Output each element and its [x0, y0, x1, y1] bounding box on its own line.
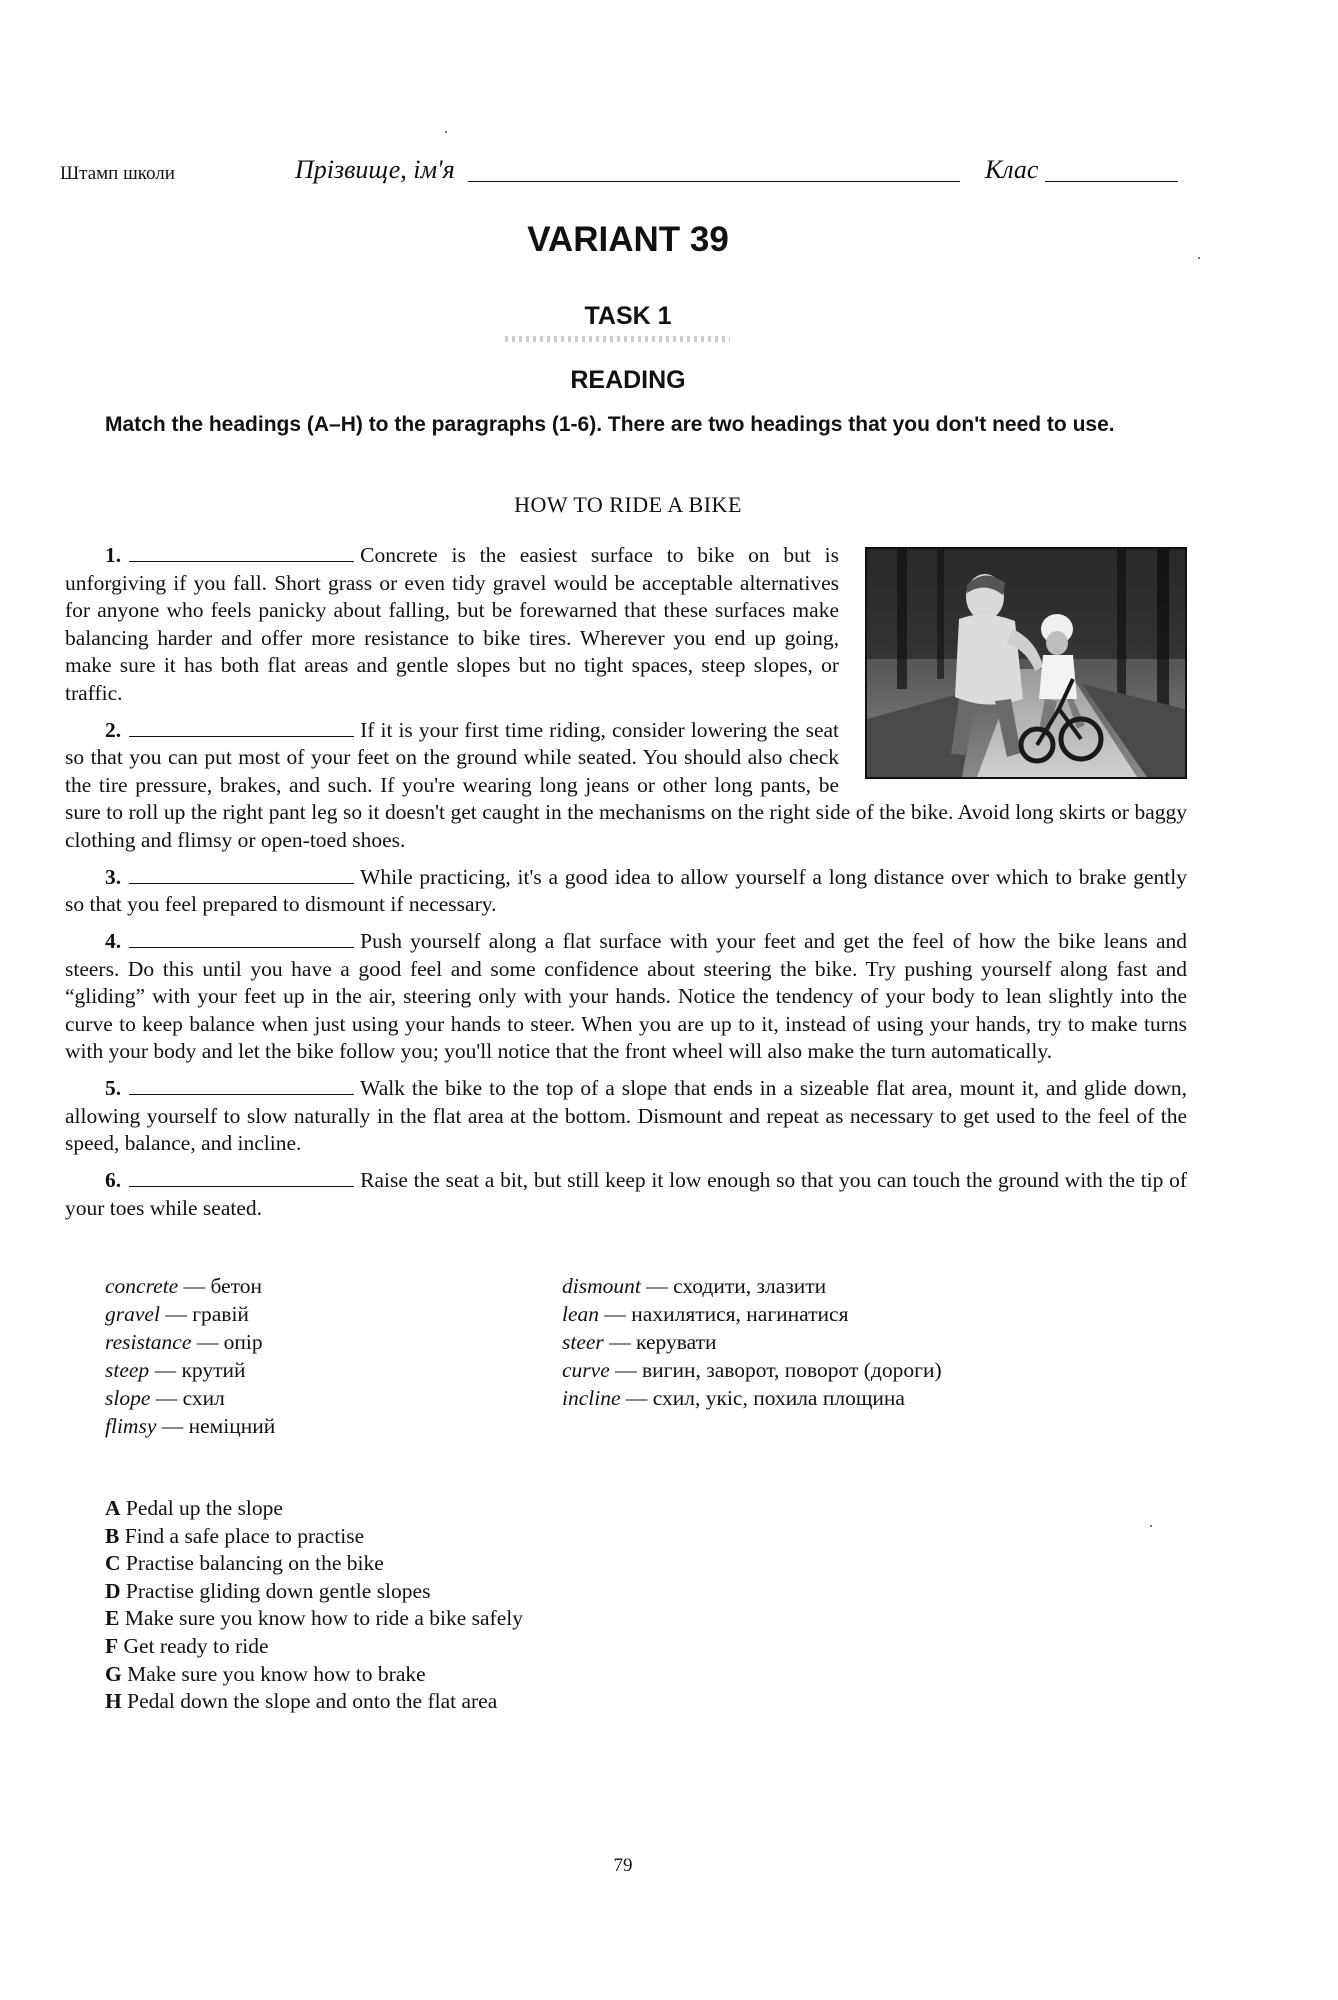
vocab-item [105, 1384, 545, 1412]
print-smudge [505, 336, 730, 342]
paragraph-6 [65, 1167, 1187, 1222]
paragraph-number: 5. [105, 1076, 122, 1100]
task-instruction: Match the headings (A–H) to the paragraphs (1-6). There are two headings that you don't need to use. [105, 413, 1115, 436]
heading-letter: F [105, 1633, 119, 1658]
vocab-translation: — схил, укіс, похила площина [620, 1386, 905, 1410]
vocab-term: curve [562, 1358, 610, 1382]
heading-text: Practise balancing on the bike [120, 1551, 384, 1576]
section-title: READING [570, 366, 686, 394]
vocab-translation: — неміцний [156, 1414, 276, 1438]
paragraph-5 [65, 1075, 1187, 1158]
header-row [60, 155, 1180, 189]
vocab-translation: — сходити, злазити [640, 1274, 827, 1298]
vocab-term: steer [562, 1330, 604, 1354]
vocab-term: lean [562, 1302, 600, 1326]
headings-list [105, 1495, 905, 1716]
heading-option-h [105, 1688, 905, 1716]
class-label: Клас [985, 155, 1039, 184]
vocab-term: concrete [105, 1274, 179, 1298]
print-speck [445, 131, 447, 133]
vocab-term: gravel [105, 1302, 160, 1326]
paragraph-4 [65, 928, 1187, 1066]
paragraph-number: 2. [105, 717, 122, 742]
answer-blank-1[interactable] [129, 545, 354, 562]
heading-letter: B [105, 1523, 120, 1548]
vocab-term: dismount [562, 1274, 641, 1298]
vocab-translation: — керувати [603, 1330, 717, 1354]
paragraph-text: Concrete is the easiest surface to bike on but is unforgiving if you fall. Short grass or even tidy gravel would be acceptable alternatives for anyone who feels panicky about falling, but be forewarned that these surfaces make balancing harder and offer more resistance to bike tires. Wherever you end up going, make sure it has both flat areas and gentle slopes but no tight spaces, steep slopes, or traffic. [65, 543, 839, 705]
heading-option-f [105, 1633, 905, 1661]
vocab-item [105, 1412, 545, 1440]
vocab-item [105, 1356, 545, 1384]
heading-text: Pedal down the slope and onto the flat area [121, 1689, 498, 1714]
heading-option-c [105, 1550, 905, 1578]
name-label: Прізвище, ім'я [295, 155, 455, 184]
heading-letter: G [105, 1661, 122, 1686]
heading-option-g [105, 1661, 905, 1689]
heading-text: Make sure you know how to ride a bike safely [119, 1606, 523, 1631]
paragraph-text: While practicing, it's a good idea to allow yourself a long distance over which to brake gently so that you feel prepared to dismount if necessary. [65, 864, 1187, 916]
vocab-term: steep [105, 1358, 150, 1382]
print-speck [1198, 257, 1200, 259]
vocab-item [562, 1328, 1202, 1356]
photo-parent-child-bike [865, 547, 1187, 779]
answer-blank-2[interactable] [129, 720, 354, 737]
heading-letter: E [105, 1606, 120, 1631]
heading-option-a [105, 1495, 905, 1523]
photo-illustration [867, 549, 1185, 777]
heading-text: Practise gliding down gentle slopes [120, 1578, 431, 1603]
vocab-term: slope [105, 1386, 151, 1410]
paragraph-number: 3. [105, 864, 122, 889]
vocab-translation: — опір [191, 1330, 263, 1354]
vocab-item [562, 1272, 1202, 1300]
heading-option-d [105, 1578, 905, 1606]
paragraph-text: If it is your first time riding, consider lowering the seat so that you can put most of your feet on the ground while seated. You should also check the tire pressure, brakes, and such. If you're wearing long jeans or other long pants, be sure to roll up the right pant leg so it doesn't get caught in the mechanisms on the right side of the bike. Avoid long skirts or baggy clothing and flimsy or open-toed shoes. [65, 717, 1187, 852]
school-stamp-label: Штамп школи [60, 163, 175, 184]
heading-text: Get ready to ride [118, 1633, 269, 1658]
answer-blank-3[interactable] [129, 867, 354, 884]
paragraph-number: 4. [105, 929, 122, 953]
vocab-item [562, 1384, 1202, 1412]
paragraph-number: 1. [105, 543, 122, 567]
heading-option-e [105, 1605, 905, 1633]
answer-blank-4[interactable] [129, 931, 354, 948]
heading-option-b [105, 1523, 905, 1551]
heading-letter: A [105, 1496, 121, 1520]
class-field[interactable] [1045, 181, 1178, 182]
vocabulary-column-left [105, 1272, 545, 1440]
article-body [65, 542, 1187, 1232]
paragraph-text: Push yourself along a flat surface with your feet and get the feel of how the bike leans and steers. Do this until you have a good feel and some confidence about steering the bike. Try pushing yourself along fast and “gliding” with your feet up in the air, steering only with your hands. Notice the tendency of your body to lean slightly into the curve to keep balance when just using your hands to steer. When you are up to it, instead of using your hands, try to make turns with your body and let the bike follow you; you'll notice that the front wheel will also make the turn automatically. [65, 929, 1187, 1063]
heading-letter: D [105, 1578, 121, 1603]
heading-letter: H [105, 1689, 122, 1714]
variant-title: VARIANT 39 [527, 220, 729, 259]
name-field[interactable] [468, 181, 960, 182]
answer-blank-6[interactable] [129, 1170, 354, 1187]
vocab-translation: — бетон [178, 1274, 263, 1298]
article-title: HOW TO RIDE A BIKE [514, 492, 742, 517]
vocab-item [105, 1300, 545, 1328]
vocabulary-column-right [562, 1272, 1202, 1412]
heading-letter: C [105, 1551, 121, 1576]
paragraph-number: 6. [105, 1168, 122, 1192]
print-speck [1150, 1525, 1152, 1527]
vocab-item [105, 1328, 545, 1356]
vocab-translation: — гравій [159, 1302, 249, 1326]
paragraph-3 [65, 864, 1187, 919]
vocab-item [105, 1272, 545, 1300]
page-number: 79 [613, 1855, 633, 1876]
vocab-item [562, 1356, 1202, 1384]
vocab-translation: — вигин, заворот, поворот (дороги) [609, 1358, 942, 1382]
heading-text: Make sure you know how to brake [121, 1661, 426, 1686]
task-title: TASK 1 [584, 302, 672, 330]
vocab-term: flimsy [105, 1414, 157, 1438]
vocab-term: resistance [105, 1330, 192, 1354]
vocab-translation: — схил [150, 1386, 225, 1410]
paragraph-text: Walk the bike to the top of a slope that ends in a sizeable flat area, mount it, and glide down, allowing yourself to slow naturally in the flat area at the bottom. Dismount and repeat as necessary to get used to the feel of the speed, balance, and incline. [65, 1076, 1187, 1155]
vocab-translation: — крутий [149, 1358, 246, 1382]
heading-text: Find a safe place to practise [119, 1523, 365, 1548]
heading-text: Pedal up the slope [120, 1496, 283, 1520]
vocab-term: incline [562, 1386, 621, 1410]
vocab-translation: — нахилятися, нагинатися [599, 1302, 849, 1326]
vocab-item [562, 1300, 1202, 1328]
paragraph-text: Raise the seat a bit, but still keep it low enough so that you can touch the ground with the tip of your toes while seated. [65, 1168, 1187, 1220]
answer-blank-5[interactable] [129, 1078, 354, 1095]
